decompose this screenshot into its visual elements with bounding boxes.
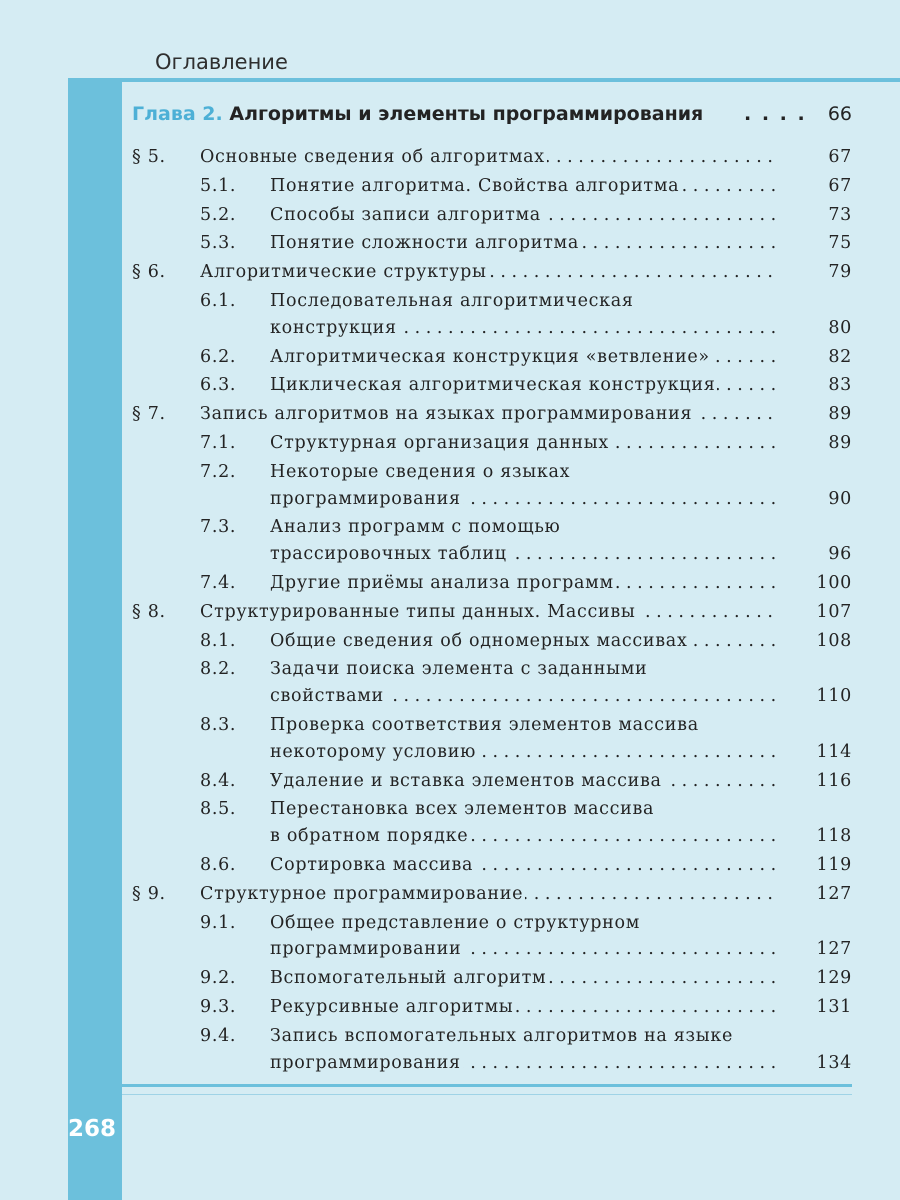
toc-entry-number: § 5. [132,147,166,167]
toc-entry-title: Структурное программирование [200,883,524,904]
toc-entry-title-with-leader [200,404,780,424]
toc-entry-title-with-leader [270,544,780,564]
toc-entry-title: конструкция [270,317,397,338]
toc-entry-title-line1: Перестановка всех элементов массива [270,799,655,820]
toc-entry-page: 129 [816,968,852,989]
toc-entry-number: 8.6. [200,855,237,875]
toc-entry-title-with-leader [270,968,780,988]
toc-entry-number: 6.1. [200,291,237,311]
toc-entry-title-with-leader [200,884,780,904]
toc-entry-title-line1: Последовательная алгоритмическая [270,291,634,311]
toc-entry-title-with-leader [270,433,780,453]
toc-entry-page: 107 [816,601,852,622]
toc-entry-title-with-leader [270,631,780,651]
toc-entry-page: 89 [828,433,852,453]
toc-entry-page: 127 [816,939,852,960]
page-header-title: Оглавление [155,50,288,74]
toc-entry-page: 116 [816,770,852,791]
toc-entry-title: Другие приёмы анализа программ [270,573,614,593]
toc-entry-title-line1: Запись вспомогательных алгоритмов на языке [270,1025,734,1046]
toc-entry-title: Общие сведения об одномерных массивах [270,630,688,651]
toc-entry-title-with-leader [270,826,780,846]
toc-entry-title-with-leader [200,147,780,167]
toc-entry-number: 5.1. [200,175,237,196]
toc-entry-title: в обратном порядке [270,826,469,847]
toc-entry-title: Циклическая алгоритмическая конструкция [270,375,716,396]
toc-entry-title-with-leader [270,375,780,395]
toc-entry-title: программировании [270,939,462,960]
chapter-leader-dots: . . . . [744,103,807,125]
toc-entry-number: 5.3. [200,233,237,254]
toc-entry-title: свойствами [270,686,384,707]
toc-entry-title-with-leader [270,742,780,762]
toc-entry-page: 127 [816,883,852,904]
page-number: 268 [68,1116,117,1142]
toc-entry-title-with-leader [270,233,780,253]
toc-entry-title-with-leader [200,602,780,622]
toc-entry-number: 9.1. [200,912,237,933]
toc-entry-number: 9.4. [200,1025,237,1046]
toc-entry-page: 75 [828,233,852,254]
toc-entry-page: 134 [816,1052,852,1073]
toc-entry-title: Запись алгоритмов на языках программирования [200,404,693,425]
toc-entry-title: Способы записи алгоритма [270,204,541,225]
toc-entry-page: 90 [828,488,852,509]
toc-entry-page: 83 [828,375,852,396]
toc-entry-title: Структурированные типы данных. Массивы [200,601,636,622]
toc-entry-page: 80 [828,317,852,338]
toc-entry-page: 89 [828,404,852,425]
toc-entry-title-line1: Задачи поиска элемента с заданными [270,659,648,680]
toc-entry-title-with-leader [270,686,780,706]
toc-entry-page: 119 [816,855,852,875]
chapter-number: Глава 2. [132,103,223,125]
toc-entry-title-with-leader [270,318,780,338]
footer-rule [122,1084,852,1087]
toc-entry-title-line1: Проверка соответствия элементов массива [270,715,699,735]
toc-entry-number: 6.2. [200,346,237,367]
toc-entry-number: 8.2. [200,659,237,680]
toc-entry-title: некоторому условию [270,741,477,762]
toc-entry-title-line1: Общее представление о структурном [270,912,641,933]
toc-entry-page: 73 [828,204,852,225]
toc-entry-number: 9.2. [200,968,237,989]
toc-entry-number: 9.3. [200,997,237,1017]
toc-entry-title: Алгоритмические структуры [200,262,487,283]
toc-entry-title: Алгоритмическая конструкция «ветвление» [270,346,710,367]
toc-entry-title: Основные сведения об алгоритмах [200,147,545,167]
toc-entry-title: Понятие алгоритма. Свойства алгоритма [270,175,680,196]
toc-entry-page: 100 [816,573,852,593]
toc-entry-title: трассировочных таблиц [270,544,507,565]
toc-entry-title: Понятие сложности алгоритма [270,233,579,254]
toc-entry-page: 131 [816,997,852,1017]
toc-entry-title-with-leader [270,855,780,875]
toc-entry-title-with-leader [270,347,780,367]
toc-entry-title-with-leader [270,205,780,225]
toc-entry-title: Вспомогательный алгоритм [270,968,547,989]
toc-entry-page: 67 [828,175,852,196]
toc-entry-number: 8.1. [200,630,237,651]
toc-entry-title-with-leader [270,939,780,959]
toc-entry-title: Сортировка массива [270,855,474,875]
chapter-page-number: 66 [827,103,852,125]
toc-entry-number: 6.3. [200,375,237,396]
toc-entry-title: программирования [270,1052,461,1073]
toc-entry-number: 5.2. [200,204,237,225]
toc-entry-page: 67 [828,147,852,167]
toc-entry-page: 108 [816,630,852,651]
toc-entry-title: Структурная организация данных [270,433,609,453]
toc-entry-title: Удаление и вставка элементов массива [270,770,662,791]
toc-entry-number: 7.1. [200,433,237,453]
toc-entry-page: 79 [828,262,852,283]
toc-entry-number: 7.4. [200,573,237,593]
toc-entry-title-with-leader [270,489,780,509]
toc-entry-title-line1: Анализ программ с помощью [270,517,561,538]
toc-entry-title-with-leader [200,262,780,282]
toc-entry-page: 118 [816,826,852,847]
toc-entry-page: 96 [828,544,852,565]
toc-entry-title-with-leader [270,176,780,196]
toc-entry-number: § 9. [132,883,166,904]
toc-entry-number: § 6. [132,262,166,283]
toc-entry-number: 7.2. [200,461,237,482]
toc-entry-number: 8.5. [200,799,237,820]
toc-entry-title: Рекурсивные алгоритмы [270,997,514,1017]
chapter-title: Алгоритмы и элементы программирования [229,103,704,125]
toc-entry-page: 114 [816,741,852,762]
toc-entry-title-with-leader [270,997,780,1017]
toc-entry-number: § 8. [132,601,166,622]
toc-entry-number: 8.3. [200,715,237,735]
toc-entry-number: § 7. [132,404,166,425]
toc-entry-title: программирования [270,488,461,509]
toc-entry-number: 7.3. [200,517,237,538]
toc-entry-title-with-leader [270,1053,780,1073]
toc-entry-number: 8.4. [200,770,237,791]
footer-rule-thin [122,1094,852,1095]
toc-entry-title-with-leader [270,573,780,593]
toc-entry-title-line1: Некоторые сведения о языках [270,461,571,482]
toc-entry-title-with-leader [270,771,780,791]
toc-entry-page: 110 [816,686,852,707]
toc-entry-page: 82 [828,346,852,367]
